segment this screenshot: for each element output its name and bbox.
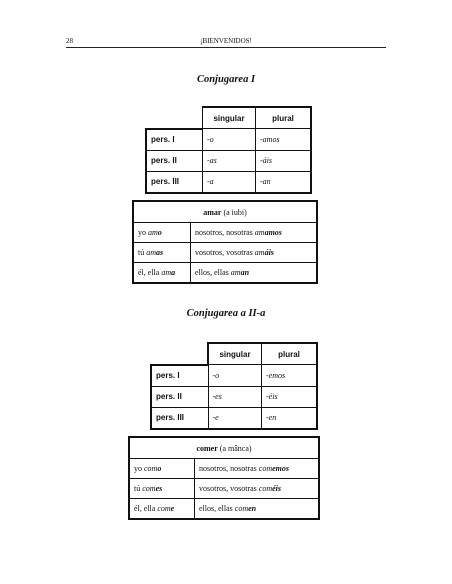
row-pers-3: pers. III <box>146 171 203 193</box>
row-pers-2: pers. II <box>146 150 203 171</box>
verb-heading <box>129 437 319 459</box>
running-title: ¡BIENVENIDOS! <box>200 37 252 45</box>
row-pers-1: pers. I <box>151 365 208 387</box>
ending-singular: -es <box>208 386 262 407</box>
ending-plural: -emos <box>262 365 318 387</box>
verb-meaning: (a mânca) <box>219 443 252 453</box>
section-title-conjugarea-2: Conjugarea a II-a <box>186 308 266 319</box>
empty-corner <box>151 343 208 365</box>
endings-table-1 <box>145 106 312 194</box>
ending-singular: -as <box>203 150 256 171</box>
plural-form: ellos, ellas aman <box>191 263 318 284</box>
endings-table-2 <box>150 342 318 430</box>
col-singular: singular <box>208 343 262 365</box>
ending-singular: -o <box>208 365 262 387</box>
page-header <box>66 37 386 49</box>
row-pers-2: pers. II <box>151 386 208 407</box>
verb-infinitive: comer <box>196 443 218 453</box>
header-rule <box>66 47 386 48</box>
table-row <box>129 499 319 520</box>
plural-form: ellos, ellas comen <box>195 499 320 520</box>
section-title-conjugarea-1: Conjugarea I <box>196 74 256 85</box>
empty-corner <box>146 107 203 129</box>
singular-form: yo como <box>129 459 195 479</box>
ending-singular: -e <box>208 407 262 429</box>
verb-table-amar <box>132 200 318 284</box>
table-row <box>129 459 319 479</box>
table-row <box>133 263 317 284</box>
verb-heading <box>133 201 317 223</box>
ending-plural: -an <box>256 171 312 193</box>
singular-form: él, ella come <box>129 499 195 520</box>
plural-form: nosotros, nosotras comemos <box>195 459 320 479</box>
ending-plural: -en <box>262 407 318 429</box>
verb-table-comer <box>128 436 320 520</box>
singular-form: tú amas <box>133 243 191 263</box>
plural-form: nosotros, nosotras amamos <box>191 223 318 243</box>
plural-form: vosotros, vosotras amáis <box>191 243 318 263</box>
singular-form: yo amo <box>133 223 191 243</box>
table-row <box>129 479 319 499</box>
table-row <box>133 223 317 243</box>
ending-plural: -áis <box>256 150 312 171</box>
ending-singular: -o <box>203 129 256 151</box>
ending-singular: -a <box>203 171 256 193</box>
ending-plural: -éis <box>262 386 318 407</box>
col-plural: plural <box>256 107 312 129</box>
verb-infinitive: amar <box>203 207 222 217</box>
row-pers-1: pers. I <box>146 129 203 151</box>
col-singular: singular <box>203 107 256 129</box>
singular-form: tú comes <box>129 479 195 499</box>
plural-form: vosotros, vosotras coméis <box>195 479 320 499</box>
page-number: 28 <box>66 37 73 45</box>
ending-plural: -amos <box>256 129 312 151</box>
col-plural: plural <box>262 343 318 365</box>
table-row <box>133 243 317 263</box>
singular-form: él, ella ama <box>133 263 191 284</box>
verb-meaning: (a iubi) <box>223 207 247 217</box>
row-pers-3: pers. III <box>151 407 208 429</box>
